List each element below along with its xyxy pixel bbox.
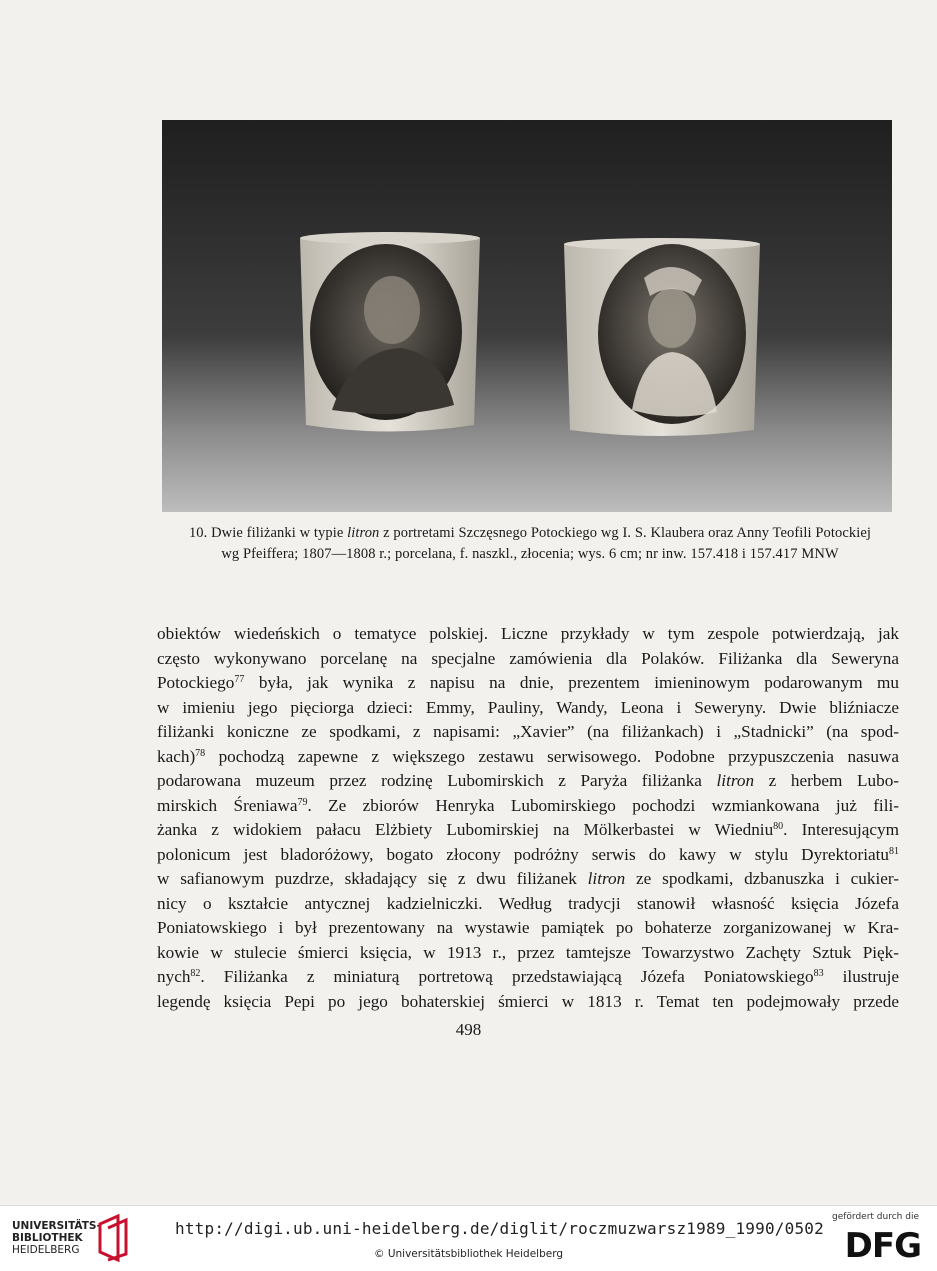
text-line: często wykonywano porcelanę na specjalne zamówienia dla Polaków. Filiżanka dla Seweryna <box>157 648 899 668</box>
footnote-ref: 78 <box>195 747 206 759</box>
footnote-ref: 80 <box>773 821 784 832</box>
text-line: Potockiego$^{77}$ była, jak wynika z napisu na dnie, prezentem imieninowym podarowanym mu <box>157 673 899 692</box>
text-line: kach)$^{78}$ pochodzą zapewne z większego zestawu serwisowego. Podobne przypuszczenia nasuwa <box>157 746 899 766</box>
library-name[interactable]: UNIVERSITÄTS- BIBLIOTHEK HEIDELBERG <box>12 1220 101 1256</box>
page-number: 498 <box>455 1020 482 1039</box>
italic-term: litron <box>716 771 755 790</box>
funding-label: gefördert durch die <box>832 1212 919 1222</box>
cups-photo-illustration <box>162 120 892 512</box>
caption-text-b: z portretami Szczęsnego Potockiego wg I. S. Klaubera oraz Anny Teofili Potockiej <box>383 525 872 541</box>
caption-text-a: Dwie filiżanki w typie <box>211 525 344 541</box>
text-line: nych$^{82}$. Filiżanka z miniaturą portretową przedstawiającą Józefa Poniatowskiego$^{83}$ ilustruje <box>157 967 899 986</box>
text-line: żanka z widokiem pałacu Elżbiety Lubomirskiej na Mölkerbastei w Wiedniu$^{80}$. Interesującym <box>157 820 899 839</box>
text-line: legendę księcia Pepi po jego bohaterskiej śmierci w 1813 r. Temat ten podejmowały przede <box>157 991 899 1011</box>
figure-caption <box>150 523 910 565</box>
text-line: w safianowym puzdrze, składający się z dwu filiżanek litron ze spodkami, dzbanuszka i cukier- <box>157 869 899 888</box>
footnote-ref: 79 <box>297 796 308 808</box>
right-cup <box>564 238 760 436</box>
footnote-ref: 82 <box>190 968 201 979</box>
text-line: kowie w stulecie śmierci księcia, w 1913 r., przez tamtejsze Towarzystwo Zachęty Sztuk Pięk- <box>157 942 899 962</box>
text-line: mirskich Śreniawa$^{79}$. Ze zbiorów Henryka Lubomirskiego pochodzi wzmiankowana już fili- <box>157 795 899 815</box>
italic-term: litron <box>587 869 626 888</box>
left-cup <box>300 232 480 432</box>
text-line: polonicum jest bladoróżowy, bogato złocony podróżny serwis do kawy w stylu Dyrektoriatu$^{81}$ <box>157 844 899 864</box>
text-line: w imieniu jego pięciorga dzieci: Emmy, Pauliny, Wandy, Leona i Seweryny. Dwie bliźniacze <box>157 697 899 717</box>
footer-bar <box>0 1205 937 1271</box>
text-line: obiektów wiedeńskich o tematyce polskiej. Liczne przykłady w tym zespole potwierdzają, jak <box>157 624 899 643</box>
figure-photograph <box>162 120 892 512</box>
body-paragraph <box>157 622 899 1014</box>
dfg-logo[interactable]: DFG <box>844 1226 921 1266</box>
footnote-ref: 77 <box>234 674 245 685</box>
copyright-notice: © Universitätsbibliothek Heidelberg <box>373 1248 563 1260</box>
caption-number: 10. <box>188 525 208 541</box>
caption-line-2: wg Pfeiffera; 1807—1808 r.; porcelana, f. naszkl., złocenia; wys. 6 cm; nr inw. 157.418 i 157.417 MNW <box>221 546 839 562</box>
footnote-ref: 81 <box>889 845 899 857</box>
caption-italic-term: litron <box>347 525 380 541</box>
text-line: Poniatowskiego i był prezentowany na wystawie pamiątek po bohaterze zorganizowanej w Kra- <box>157 918 899 937</box>
text-line: filiżanki koniczne ze spodkami, z napisami: „Xavier” (na filiżankach) i „Stadnicki” (na spod- <box>157 722 899 741</box>
text-line: nicy o kształcie antycznej kadzielniczki. Według tradycji stanowił własność księcia Józefa <box>157 893 899 913</box>
footnote-ref: 83 <box>813 968 824 979</box>
text-line: podarowana muzeum przez rodzinę Lubomirskich z Paryża filiżanka litron z herbem Lubo- <box>157 771 899 790</box>
permalink-url[interactable]: http://digi.ub.uni-heidelberg.de/diglit/roczmuzwarsz1989_1990/0502 <box>175 1219 824 1238</box>
